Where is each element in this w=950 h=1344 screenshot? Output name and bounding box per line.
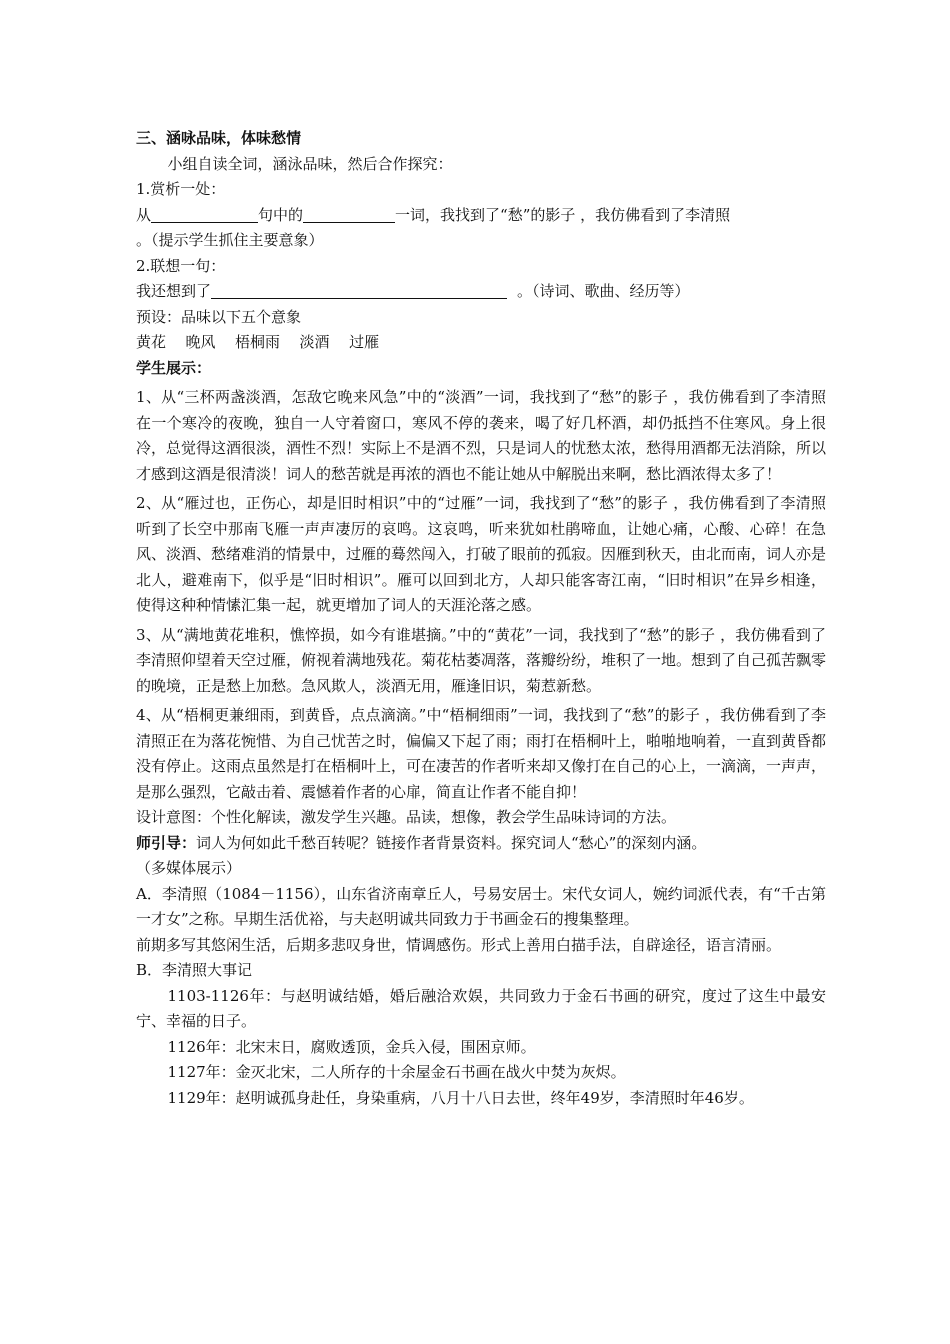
answer-paragraph: 2、从“雁过也，正伤心，却是旧时相识”中的“过雁”一词，我找到了“愁”的影子 ，我仿佛看到了李清照听到了长空中那南飞雁一声声凄厉的哀鸣。这哀鸣，听来犹如杜鹃啼血，让她心痛，心酸、心碎！在急风、淡酒、愁绪难消的情景中，过雁的蓦然闯入，打破了眼前的孤寂。因雁到秋天，由北而南，词人亦是北人，避难南下，似乎是“旧时相识”。雁可以回到北方，人却只能客寄江南，“旧时相识”在异乡相逢，使得这种种情愫汇集一起，就更增加了词人的天涯沦落之感。 xyxy=(136,494,827,614)
event-item: 1126年：北宋末日，腐败透顶，金兵入侵，围困京师。 xyxy=(167,1037,536,1056)
task1-label: 1.赏析一处： xyxy=(136,180,226,198)
image-item: 黄花 xyxy=(136,333,167,351)
association-blank xyxy=(211,280,507,299)
teacher-guide xyxy=(136,831,826,857)
answer-paragraph: 4、从“梧桐更兼细雨，到黄昏，点点滴滴。”中“梧桐细雨”一词，我找到了“愁”的影子 ，我仿佛看到了李清照正在为落花惋惜、为自己忧苦之时，偏偏又下起了雨；雨打在梧桐叶上，啪啪地响着，一直到黄昏都没有停止。这雨点虽然是打在梧桐叶上，可在凄苦的作者听来却又像打在自己的心上，一滴滴，一声声，是那么强烈，它敲击着、震憾着作者的心扉，简直让作者不能自抑！ xyxy=(136,706,827,801)
intro-text: 小组自读全词，涵泳品味，然后合作探究： xyxy=(167,154,453,173)
task2-label: 2.联想一句： xyxy=(136,256,226,275)
task1-from: 从 xyxy=(136,205,152,224)
event-item: 1103-1126年：与赵明诚结婚，婚后融洽欢娱，共同致力于金石书画的研究，度过了这生中最安宁、幸福的日子。 xyxy=(136,986,826,1030)
style-paragraph: 前期多写其悠闲生活，后期多悲叹身世，情调感伤。形式上善用白描手法，自辟途径，语言清丽。 xyxy=(136,935,782,954)
answer-paragraph: 1、从“三杯两盏淡酒，怎敌它晚来风急”中的“淡酒”一词，我找到了“愁”的影子 ，我仿佛看到了李清照在一个寒冷的夜晚，独自一人守着窗口，寒风不停的袭来，喝了好几杯酒，却仍抵挡不住寒风。身上很冷，总觉得这酒很淡，酒性不烈！实际上不是酒不烈，只是词人的忧愁太浓，愁得用酒都无法消除，所以才感到这酒是很清淡！词人的愁苦就是再浓的酒也不能让她从中解脱出来啊，愁比酒浓得太多了！ xyxy=(136,388,827,483)
preset-text: 预设：品味以下五个意象 xyxy=(136,307,302,326)
image-list xyxy=(136,330,826,356)
document-page xyxy=(136,126,826,1111)
task1-hint: 。（提示学生抓住主要意象） xyxy=(136,231,324,249)
image-item: 梧桐雨 xyxy=(235,333,281,351)
task2-start: 我还想到了 xyxy=(136,282,212,300)
teacher-label: 师引导： xyxy=(136,833,197,852)
events-title: B．李清照大事记 xyxy=(136,961,253,979)
task2-line xyxy=(136,279,826,305)
bio-paragraph: A．李清照（1084－1156），山东省济南章丘人，号易安居士。宋代女词人，婉约词派代表，有“千古第一才女”之称。早期生活优裕，与夫赵明诚共同致力于书画金石的搜集整理。 xyxy=(136,884,826,928)
answer-paragraph: 3、从“满地黄花堆积，憔悴损，如今有谁堪摘。”中的“黄花”一词，我找到了“愁”的影子 ，我仿佛看到了李清照仰望着天空过雁，俯视着满地残花。菊花枯萎凋落，落瓣纷纷，堆积了一地。想到了自己孤苦飘零的晚境，正是愁上加愁。急风欺人，淡酒无用，雁逢旧识，菊惹新愁。 xyxy=(136,625,827,695)
task1-middle: 句中的 xyxy=(258,205,304,224)
task1-end: 一词，我找到了“愁”的影子 ，我仿佛看到了李清照 xyxy=(395,205,731,224)
image-item: 过雁 xyxy=(349,333,380,351)
image-item: 淡酒 xyxy=(299,333,330,351)
section-title: 三、涵咏品味，体味愁情 xyxy=(136,129,302,147)
event-item: 1129年：赵明诚孤身赴任，身染重病，八月十八日去世，终年49岁，李清照时年46岁。 xyxy=(167,1088,754,1107)
event-item: 1127年：金灭北宋，二人所存的十余屋金石书画在战火中焚为灰烬。 xyxy=(167,1063,626,1081)
sentence-blank xyxy=(151,204,258,223)
design-intent: 设计意图：个性化解读，激发学生兴趣。品读，想像，教会学生品味诗词的方法。 xyxy=(136,808,677,826)
multimedia-note: （多媒体展示） xyxy=(136,859,242,877)
student-title: 学生展示： xyxy=(136,358,212,377)
task2-end: 。（诗词、歌曲、经历等） xyxy=(517,282,690,300)
word-blank xyxy=(303,204,395,223)
teacher-text: 词人为何如此千愁百转呢？链接作者背景资料。探究词人“愁心”的深刻内涵。 xyxy=(196,833,707,852)
task1-line xyxy=(136,203,826,229)
image-item: 晚风 xyxy=(185,333,216,351)
